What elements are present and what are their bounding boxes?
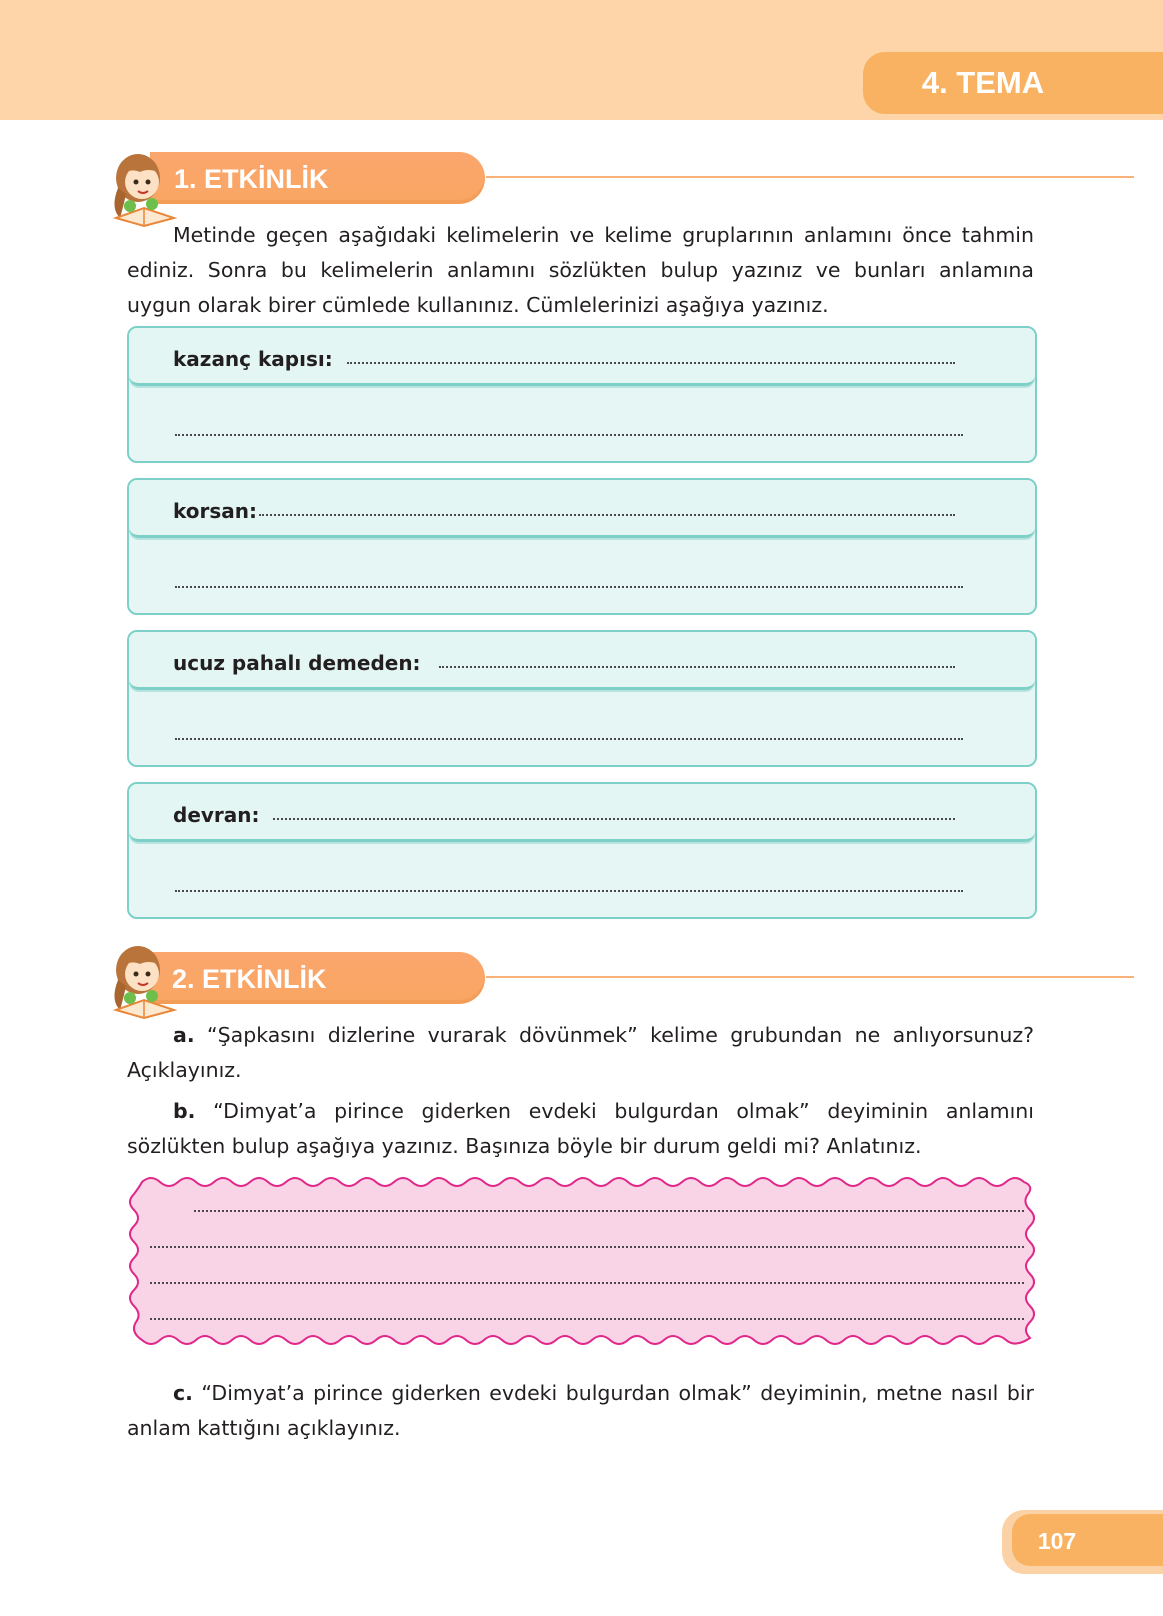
answer-line[interactable] — [150, 1316, 1024, 1320]
activity-2-header — [100, 940, 1040, 1020]
word-box-2-header — [129, 480, 1035, 538]
answer-line[interactable] — [150, 1280, 1024, 1284]
wavy-frame — [122, 1172, 1044, 1350]
page-number-inner — [1012, 1514, 1163, 1566]
question-a-text: “Şapkasını dizlerine vurarak dövünmek” kelime grubundan ne anlıyorsunuz? Açıklayınız. — [127, 1023, 1034, 1082]
activity-1-instructions: Metinde geçen aşağıdaki kelimelerin ve kelime gruplarının anlamını önce tahmin ediniz. Sonra bu kelimelerin anlamını sözlükten bulup yazınız ve bunları anlamına uygun olarak birer cümlede kullanınız. Cümlelerinizi aşağıya yazınız. — [127, 223, 1034, 317]
answer-line[interactable] — [150, 1244, 1024, 1248]
theme-label: 4. TEMA — [921, 65, 1045, 100]
question-c — [127, 1376, 1034, 1446]
question-b-marker: b. — [173, 1099, 196, 1123]
girl-reading-icon — [100, 940, 186, 1020]
word-box-4-header — [129, 784, 1035, 842]
word-box-3 — [127, 630, 1037, 767]
word-box-4 — [127, 782, 1037, 919]
word-label-1: kazanç kapısı: — [173, 347, 333, 371]
word-label-2: korsan: — [173, 499, 258, 523]
activity-1-title: 1. ETKİNLİK — [174, 164, 329, 194]
answer-line[interactable] — [439, 664, 955, 668]
answer-line[interactable] — [259, 512, 955, 516]
word-label-3: ucuz pahalı demeden: — [173, 651, 421, 675]
answer-line[interactable] — [175, 432, 963, 436]
word-box-3-header — [129, 632, 1035, 690]
answer-area[interactable] — [122, 1172, 1044, 1350]
theme-tab — [863, 52, 1163, 114]
question-c-marker: c. — [173, 1381, 193, 1405]
answer-line[interactable] — [175, 888, 963, 892]
answer-line[interactable] — [347, 360, 955, 364]
word-box-1-header — [129, 328, 1035, 386]
answer-line[interactable] — [175, 584, 963, 588]
page-number-tab — [1002, 1510, 1163, 1574]
question-a — [127, 1018, 1034, 1088]
word-box-1 — [127, 326, 1037, 463]
word-label-4: devran: — [173, 803, 260, 827]
activity-2-title: 2. ETKİNLİK — [172, 964, 327, 994]
activity-1-rule — [486, 176, 1134, 178]
activity-1-header — [100, 148, 1040, 228]
question-c-text: “Dimyat’a pirince giderken evdeki bulgurdan olmak” deyiminin, metne nasıl bir anlam kattığını açıklayınız. — [127, 1381, 1034, 1440]
girl-reading-icon — [100, 148, 186, 228]
activity-1-pill — [150, 152, 485, 204]
activity-2-pill — [150, 952, 485, 1004]
word-box-2 — [127, 478, 1037, 615]
question-b — [127, 1094, 1034, 1164]
activity-2-rule — [486, 976, 1134, 978]
question-a-marker: a. — [173, 1023, 195, 1047]
answer-line[interactable] — [273, 816, 955, 820]
question-b-text: “Dimyat’a pirince giderken evdeki bulgurdan olmak” deyiminin anlamını sözlükten bulup aşağıya yazınız. Başınıza böyle bir durum geldi mi? Anlatınız. — [127, 1099, 1034, 1158]
page-number: 107 — [1037, 1528, 1077, 1554]
answer-line[interactable] — [194, 1208, 1024, 1212]
answer-line[interactable] — [175, 736, 963, 740]
